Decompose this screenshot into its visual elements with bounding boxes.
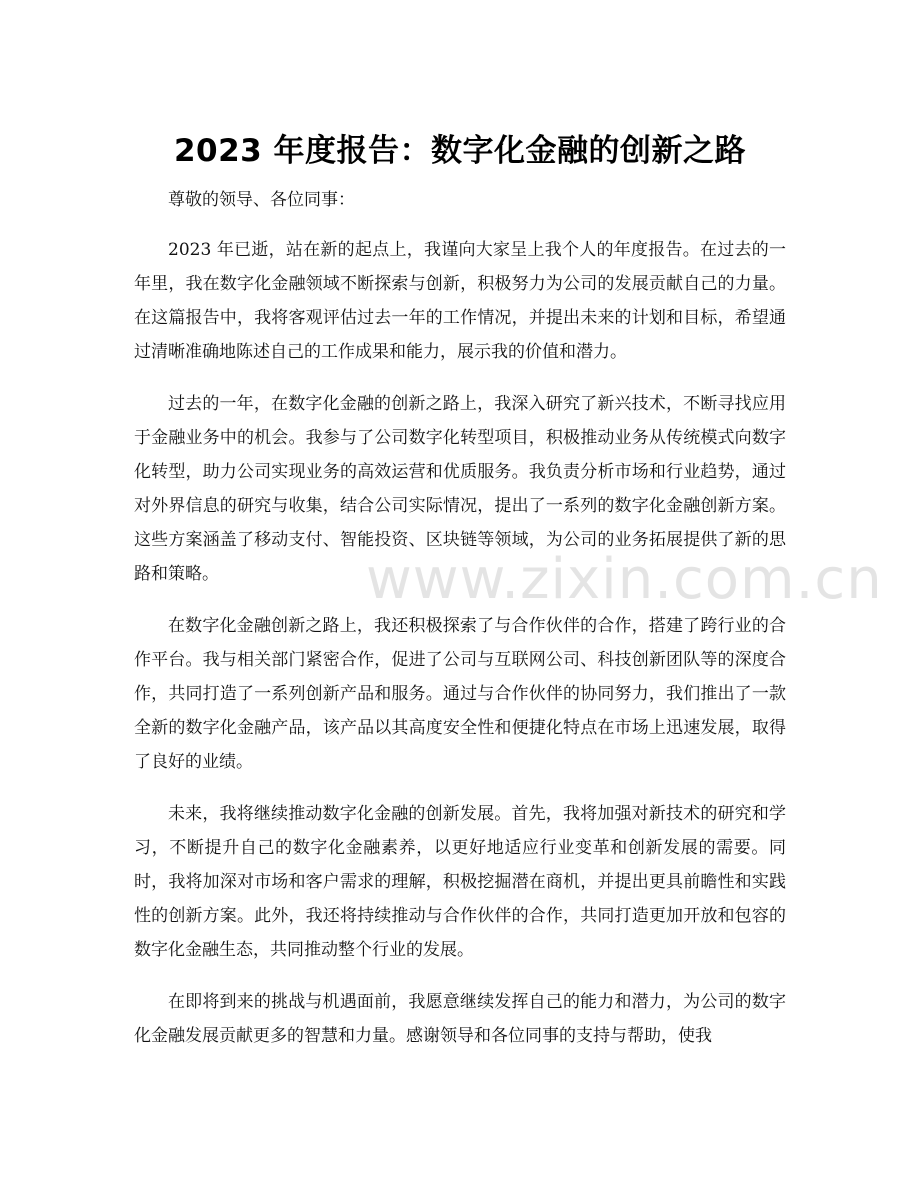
- paragraph-3: 在数字化金融创新之路上，我还积极探索了与合作伙伴的合作，搭建了跨行业的合作平台。我与相关部门紧密合作，促进了公司与互联网公司、科技创新团队等的深度合作，共同打造了一系列创新产品和服务。通过与合作伙伴的协同努力，我们推出了一款全新的数字化金融产品，该产品以其高度安全性和便捷化特点在市场上迅速发展，取得了良好的业绩。: [134, 616, 786, 772]
- page-title: 2023 年度报告：数字化金融的创新之路: [173, 132, 747, 169]
- document-body: [134, 183, 786, 1071]
- watermark: www.zixin.com.cn: [366, 547, 883, 612]
- paragraph-4: 未来，我将继续推动数字化金融的创新发展。首先，我将加强对新技术的研究和学习，不断提升自己的数字化金融素养，以更好地适应行业变革和创新发展的需要。同时，我将加深对市场和客户需求的理解，积极挖掘潜在商机，并提出更具前瞻性和实践性的创新方案。此外，我还将持续推动与合作伙伴的合作，共同打造更加开放和包容的数字化金融生态，共同推动整个行业的发展。: [134, 804, 786, 960]
- paragraph-2: 过去的一年，在数字化金融的创新之路上，我深入研究了新兴技术，不断寻找应用于金融业务中的机会。我参与了公司数字化转型项目，积极推动业务从传统模式向数字化转型，助力公司实现业务的高效运营和优质服务。我负责分析市场和行业趋势，通过对外界信息的研究与收集，结合公司实际情况，提出了一系列的数字化金融创新方案。这些方案涵盖了移动支付、智能投资、区块链等领域，为公司的业务拓展提供了新的思路和策略。: [134, 394, 786, 584]
- paragraph-1: 2023 年已逝，站在新的起点上，我谨向大家呈上我个人的年度报告。在过去的一年里，我在数字化金融领域不断探索与创新，积极努力为公司的发展贡献自己的力量。在这篇报告中，我将客观评估过去一年的工作情况，并提出未来的计划和目标，希望通过清晰准确地陈述自己的工作成果和能力，展示我的价值和潜力。: [134, 240, 786, 362]
- paragraph-5: 在即将到来的挑战与机遇面前，我愿意继续发挥自己的能力和潜力，为公司的数字化金融发展贡献更多的智慧和力量。感谢领导和各位同事的支持与帮助，使我: [134, 992, 786, 1046]
- greeting: 尊敬的领导、各位同事：: [168, 190, 355, 210]
